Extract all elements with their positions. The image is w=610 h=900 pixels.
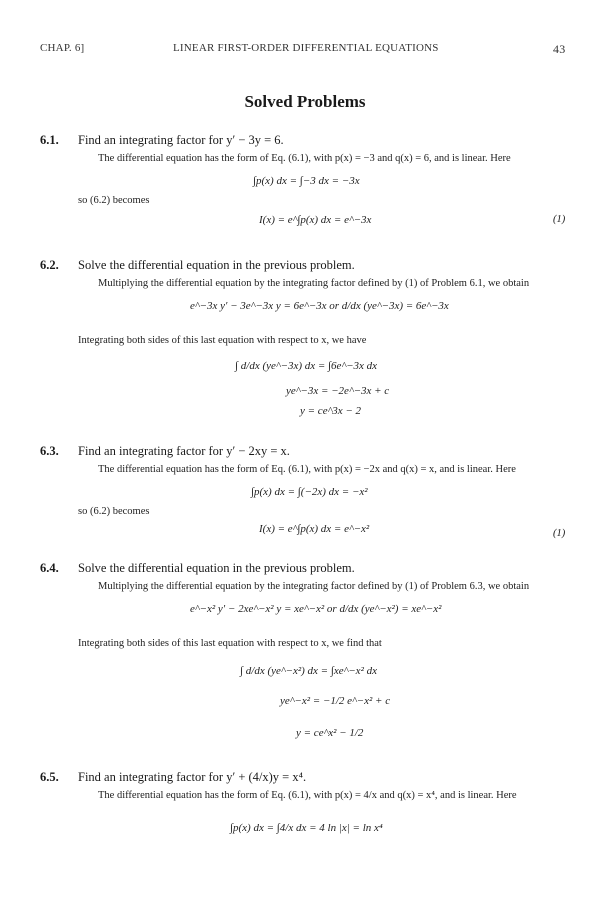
equation: e^−x² y′ − 2xe^−x² y = xe^−x² or d/dx (ye^−x²) = xe^−x² (190, 603, 442, 615)
equation: ∫p(x) dx = ∫−3 dx = −3x (253, 175, 360, 187)
problem-statement: Find an integrating factor for y′ + (4/x)y = x⁴. (78, 770, 307, 784)
problem-statement: Find an integrating factor for y′ − 3y = 6. (78, 133, 284, 147)
equation: ∫p(x) dx = ∫4/x dx = 4 ln |x| = ln x⁴ (230, 822, 383, 834)
solution-text: The differential equation has the form of Eq. (6.1), with p(x) = −2x and q(x) = x, and is linear. Here (98, 464, 516, 475)
problem-statement: Solve the differential equation in the previous problem. (78, 561, 355, 575)
solution-text: Multiplying the differential equation by the integrating factor defined by (1) of Problem 6.3, we obtain (98, 581, 530, 592)
header-chapter: CHAP. 6] (40, 42, 85, 54)
problem-number: 6.4. (40, 561, 59, 575)
equation: ∫ d/dx (ye^−3x) dx = ∫6e^−3x dx (235, 360, 378, 372)
solution-text: so (6.2) becomes (78, 506, 150, 517)
header-page-number: 43 (553, 42, 566, 56)
solution-text: The differential equation has the form of Eq. (6.1), with p(x) = 4/x and q(x) = x⁴, and is linear. Here (98, 790, 517, 801)
solution-text: Integrating both sides of this last equation with respect to x, we find that (78, 638, 382, 649)
equation: e^−3x y′ − 3e^−3x y = 6e^−3x or d/dx (ye^−3x) = 6e^−3x (190, 300, 449, 312)
solution-text: so (6.2) becomes (78, 195, 150, 206)
problem-number: 6.1. (40, 133, 59, 147)
header-chapter-title: LINEAR FIRST-ORDER DIFFERENTIAL EQUATIONS (173, 42, 439, 54)
equation: ye^−x² = −1/2 e^−x² + c (280, 695, 391, 707)
section-title: Solved Problems (244, 92, 366, 111)
solution-text: Integrating both sides of this last equation with respect to x, we have (78, 335, 367, 346)
equation: y = ce^3x − 2 (300, 405, 362, 417)
solution-text: The differential equation has the form of Eq. (6.1), with p(x) = −3 and q(x) = 6, and is linear. Here (98, 153, 511, 164)
equation: I(x) = e^∫p(x) dx = e^−x² (259, 523, 370, 535)
problem-statement: Find an integrating factor for y′ − 2xy = x. (78, 444, 290, 458)
equation-number: (1) (553, 528, 566, 539)
problem-number: 6.3. (40, 444, 59, 458)
equation-number: (1) (553, 214, 566, 225)
problem-number: 6.5. (40, 770, 59, 784)
equation: ye^−3x = −2e^−3x + c (286, 385, 390, 397)
problem-number: 6.2. (40, 258, 59, 272)
equation: ∫ d/dx (ye^−x²) dx = ∫xe^−x² dx (240, 665, 377, 677)
equation: y = ce^x² − 1/2 (296, 727, 364, 739)
problem-statement: Solve the differential equation in the previous problem. (78, 258, 355, 272)
equation: ∫p(x) dx = ∫(−2x) dx = −x² (251, 486, 368, 498)
solution-text: Multiplying the differential equation by the integrating factor defined by (1) of Problem 6.1, we obtain (98, 278, 530, 289)
equation: I(x) = e^∫p(x) dx = e^−3x (259, 214, 372, 226)
